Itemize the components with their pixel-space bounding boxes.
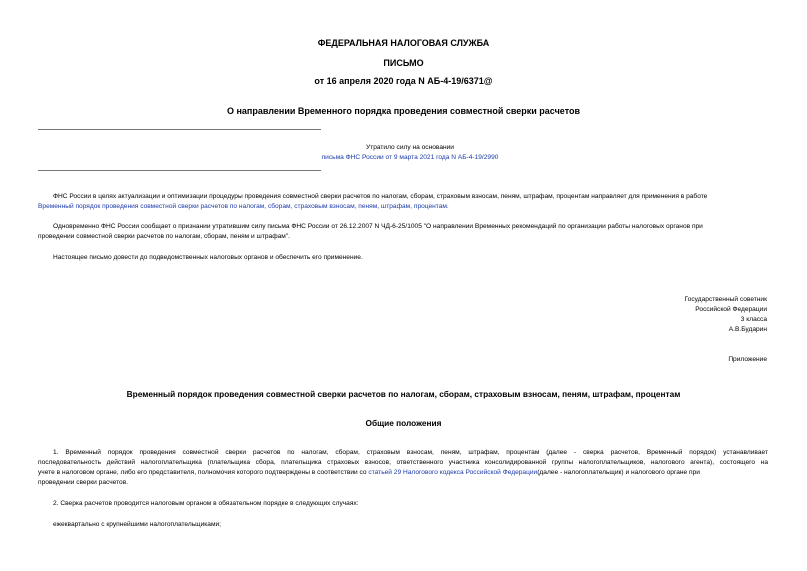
item-2: 2. Сверка расчетов проводится налоговым органом в обязательном порядке в следующих случаях: [53,500,359,507]
appendix-title: Временный порядок проведения совместной сверки расчетов по налогам, сборам, страховым взносам, пеням, штрафам, процентам [126,389,681,399]
temporary-procedure-link[interactable]: Временный порядок проведения совместной сверки расчетов по налогам, сборам, страховым взносам, пеням, штрафам, процентам. [38,203,449,210]
signer-title-line3: 3 класса [740,316,767,323]
paragraph-1-text: ФНС России в целях актуализации и оптимизации процедуры проведения совместной сверки расчетов по налогам, сборам, страховым взносам, пеням, штрафам, процентам направляет для применения в работе [53,193,708,200]
item-3: ежеквартально с крупнейшими налогоплательщиками; [53,521,221,528]
paragraph-2-text-end: проведении совместной сверки расчетов по налогам, сборам, пеням и штрафам". [38,233,291,240]
lost-force-link[interactable]: письма ФНС России от 9 марта 2021 года N АБ-4-19/2990 [321,154,499,161]
section-heading: Общие положения [365,418,442,428]
lost-force-note: Утратило силу на основании [366,144,454,151]
appendix-label: Приложение [728,356,767,363]
document-title: О направлении Временного порядка проведения совместной сверки расчетов [226,106,581,116]
item-1-line2: последовательность действий налогоплательщика (плательщика сбора, плательщика страховых взносов, ответственного участника консолидированной группы налогоплательщиков, налогового агента), состоящего на [38,459,768,466]
item-1-line3-end: (далее - налогоплательщик) и налогового органе при [537,469,700,476]
issuer-heading: ФЕДЕРАЛЬНАЯ НАЛОГОВАЯ СЛУЖБА [317,38,490,48]
document-date-number: от 16 апреля 2020 года N АБ-4-19/6371@ [314,76,493,86]
item-1-line3-start: учете в налоговом органе, либо его представителя, полномочия которого подтверждены в соответствии со [38,469,367,476]
tax-code-article-link[interactable]: статьей 29 Налогового кодекса Российской Федерации [368,469,538,476]
document-type-heading: ПИСЬМО [383,58,424,68]
divider-top [38,129,321,130]
signer-title-line1: Государственный советник [684,296,767,303]
item-1-line1: 1. Временный порядок проведения совместной сверки расчетов по налогам, сборам, страховым взносам, пеням, штрафам, процентам (далее - сверка расчетов, Временный порядок) устанавливает [53,449,768,456]
item-1-line3 [38,468,768,478]
signer-title-line2: Российской Федерации [695,306,767,313]
signer-name: А.В.Бударин [728,326,767,333]
paragraph-2-text: Одновременно ФНС России сообщает о признании утратившим силу письма ФНС России от 26.12.2007 N ЧД-6-25/1005 "О направлении Временных рекомендаций по организации работы налоговых органов при [53,223,703,230]
paragraph-3-text: Настоящее письмо довести до подведомственных налоговых органов и обеспечить его применение. [53,254,363,261]
divider-bottom [38,170,321,171]
item-1-line4: проведении сверки расчетов. [38,479,129,486]
